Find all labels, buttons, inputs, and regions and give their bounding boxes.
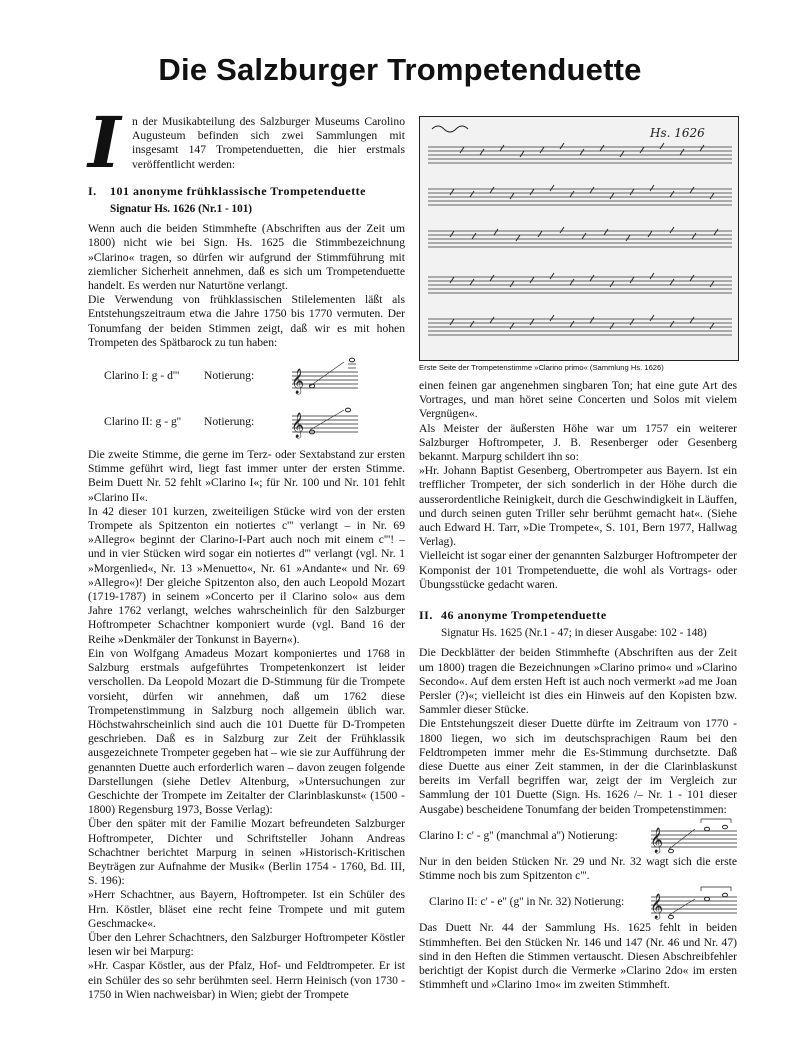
svg-text:𝄞: 𝄞 [650, 894, 664, 920]
section-1-paragraph: Wenn auch die beiden Stimmhefte (Abschriften aus der Zeit um 1800) nicht wie bei Sign. Hs. 1625 die Stimmbezeichnung »Clarino« tragen, so dürfen wir aufgrund der Stimmführung mit ziemlicher Sicherheit annehmen, daß es sich um Trompetenduette handelt. Es werden nur Naturtöne verlangt. [88, 222, 405, 293]
clarino-1-staff [284, 356, 358, 396]
section-2-title: 46 anonyme Trompetenduette [441, 608, 607, 623]
section-1-quote: »Herr Schachtner, aus Bayern, Hoftrompeter. Ist ein Schüler des Hrn. Köstler, bläset eine recht feine Trompete und mit gutem Geschmacke«. [88, 888, 405, 930]
section-1-paragraph: Die Verwendung von frühklassischen Stilelementen läßt als Entstehungszeitraum etwa die Jahre 1750 bis 1770 vermuten. Der Tonumfang der beiden Stimmen zeigt, daß wir es mit hohen Trompeten des Spätbarock zu tun haben: [88, 293, 405, 349]
figure-caption: Erste Seite der Trompetenstimme »Clarino primo« (Sammlung Hs. 1626) [419, 363, 664, 372]
clarino-1-label: Clarino I: g - d''' [104, 368, 180, 382]
section-2-paragraph: Die Entstehungszeit dieser Duette dürfte im Zeitraum von 1770 - 1800 liegen, wo sich im deutschsprachigen Raum bei den Feldtrompeten immer mehr die Es-Stimmung durchsetzte. Daß diese Duette aus einer Zeit stammen, in der die Clarinblaskunst bereits im Verfall begriffen war, zeigt der im Vergleich zur Sammlung der 101 Duette (Sign. Hs. 1626 /– Nr. 1 - 101 dieser Ausgabe) bescheidene Tonumfang der beiden Trompetenstimmen: [419, 717, 737, 816]
left-column [88, 101, 405, 1002]
clarino-2-label: Clarino II: g - g'' [104, 414, 181, 428]
clarino-2-range [88, 402, 405, 442]
section-1-paragraph: Über den Lehrer Schachtners, den Salzburger Hoftrompeter Köstler lesen wir bei Marpurg: [88, 930, 405, 959]
manuscript-image [420, 117, 738, 360]
clarino-2-notation-label: Notierung: [204, 414, 255, 428]
clarino-2-range-ii [419, 883, 737, 921]
section-1-heading [88, 184, 405, 198]
intro-text: n der Musikabteilung des Salzburger Museums Carolino Augusteum befinden sich zwei Sammlungen mit insgesamt 147 Trompetenduetten, die hier erstmals veröffentlicht werden: [132, 115, 405, 171]
section-1-title: 101 anonyme frühklassische Trompetenduette [110, 183, 367, 198]
clarino-1-range [88, 356, 405, 396]
manuscript-figure [419, 116, 739, 361]
section-2-number: II. [419, 608, 433, 623]
right-paragraph: Als Meister der äußersten Höhe war um 1757 ein weiterer Salzburger Hoftrompeter, J. B. Resenberger oder Gesenberg bekannt. Marpurg schildert ihn so: [419, 421, 737, 464]
svg-text:𝄞: 𝄞 [650, 827, 664, 853]
right-paragraph: einen feinen gar angenehmen singbaren Ton; hat eine gute Art des Vortrages, und man höret seine Concerten und Solos mit vielem Vergnügen«. [419, 379, 737, 421]
clarino-1-notation-label: Notierung: [204, 368, 255, 382]
section-2-paragraph: Nur in den beiden Stücken Nr. 29 und Nr. 32 wagt sich die erste Stimme noch bis zum Spitzenton c'''. [419, 854, 737, 883]
section-1-paragraph: In 42 dieser 101 kurzen, zweiteiligen Stücke wird von der ersten Trompete als Spitzenton ein notiertes c''' verlangt – in Nr. 69 »Allegro« beginnt der Clarino-I-Part auch noch mit einem c'''! – und in vier Stücken wird sogar ein notiertes d''' verlangt (vgl. Nr. 1 »Morgenlied«, Nr. 13 »Menuetto«, Nr. 61 »Andante« und Nr. 69 »Allegro«)! Der gleiche Spitzenton also, den auch Leopold Mozart (1719-1787) in seinem »Concerto per il Clarino solo« aus dem Jahre 1762 verlangt, welches wahrscheinlich für den Salzburger Hoftrompeter Schachtner komponiert wurde (vgl. Band 16 der Reihe »Denkmäler der Tonkunst in Bayern«). [88, 504, 405, 646]
section-1-number: I. [88, 183, 97, 198]
right-column [419, 116, 737, 992]
clarino-2-staff-ii [645, 883, 737, 921]
section-2-paragraph: Das Duett Nr. 44 der Sammlung Hs. 1625 fehlt in beiden Stimmheften. Bei den Stücken Nr. 146 und 147 (Nr. 46 und Nr. 47) sind in den Heften die Stimmen vertauscht. Diesen Abschreibfehler berichtigt der Kopist durch die Vermerke »Clarino 2do« im ersten Stimmheft und »Clarino 1mo« im zweiten Stimmheft. [419, 921, 737, 992]
intro-paragraph [88, 101, 405, 184]
section-2-heading [419, 608, 737, 622]
section-2-paragraph: Die Deckblätter der beiden Stimmhefte (Abschriften aus der Zeit um 1800) tragen die Bezeichnungen »Clarino primo« und »Clarino Secondo«. Auf dem ersten Heft ist auch noch vermerkt »ad me Joan Persler (?)«; vielleicht ist dies ein Hinweis auf den Kopisten bzw. Sammler dieser Stücke. [419, 646, 737, 717]
clarino-1-range-ii [419, 817, 737, 855]
clarino-1-label-ii: Clarino I: c' - g'' (manchmal a'') Notierung: [419, 828, 618, 842]
svg-text:𝄞: 𝄞 [291, 413, 305, 439]
clarino-1-staff-ii [645, 817, 737, 855]
section-1-paragraph: Ein von Wolfgang Amadeus Mozart komponiertes und 1768 in Salzburg erstmals aufgeführtes Trompetenkonzert ist leider verschollen. Da Leopold Mozart die D-Stimmung für die Trompete vorsieht, dürfen wir annehmen, daß um 1762 diese Trompetenstimmung in Salzburg noch allgemein üblich war. Höchstwahrscheinlich sind auch die 101 Duette für D-Trompeten geschrieben. Daß es in Salzburg zur Zeit der Frühklassik ausgezeichnete Trompeter gegeben hat – wie sie zur Aufführung der genannten Duette auch erforderlich waren – davon zeugen folgende Darstellungen (siehe Detlev Altenburg, »Untersuchungen zur Geschichte der Trompete im Zeitalter der Clarinblaskunst« (1500 - 1800) Regensburg 1973, Bosse Verlag): [88, 646, 405, 817]
section-1-paragraph: Die zweite Stimme, die gerne im Terz- oder Sextabstand zur ersten Stimme geführt wird, liegt fast immer unter der ersten Stimme. Beim Duett Nr. 52 fehlt »Clarino I«; für Nr. 100 und Nr. 101 fehlt »Clarino II«. [88, 448, 405, 504]
section-1-quote: »Hr. Caspar Köstler, aus der Pfalz, Hof- und Feldtrompeter. Er ist ein Schüler des so sehr berühmten seel. Herrn Heinisch (von 1730 - 1750 in Wien nachweisbar) in Wien; giebt der Trompete [88, 959, 405, 1001]
section-1-signature: Signatur Hs. 1626 (Nr.1 - 101) [110, 203, 253, 216]
manuscript-label: Hs. 1626 [650, 126, 705, 140]
right-quote: »Hr. Johann Baptist Gesenberg, Obertrompeter aus Bayern. Ist ein trefflicher Trompeter, der sich sonderlich in der Höhe durch die ausserordentliche Reinigkeit, durch die Geschwindigkeit in Läuffen, und durch seinen guten Triller sehr berühmt gemacht hat«. (Siehe auch Edward H. Tarr, »Die Trompete«, S. 101, Bern 1977, Hallwag Verlag). [419, 464, 737, 549]
drop-cap: I [88, 101, 121, 184]
page-title: Die Salzburger Trompetenduette [158, 52, 642, 87]
svg-text:𝄞: 𝄞 [291, 369, 305, 395]
clarino-2-label-ii: Clarino II: c' - e'' (g'' in Nr. 32) Notierung: [429, 895, 625, 909]
right-paragraph: Vielleicht ist sogar einer der genannten Salzburger Hoftrompeter der Komponist der 101 Trompetenduette, die wohl als Vortrags- oder Übungsstücke gedacht waren. [419, 549, 737, 591]
section-2-signature: Signatur Hs. 1625 (Nr.1 - 47; in dieser Ausgabe: 102 - 148) [441, 627, 707, 640]
clarino-2-staff [284, 402, 358, 442]
section-1-paragraph: Über den später mit der Familie Mozart befreundeten Salzburger Hoftrompeter, Dichter und Schriftsteller Johann Andreas Schachtner berichtet Marpurg in seinen »Historisch-Kritischen Beyträgen zur Aufnahme der Musik« (Berlin 1754 - 1760, Bd. III, S. 196): [88, 817, 405, 888]
